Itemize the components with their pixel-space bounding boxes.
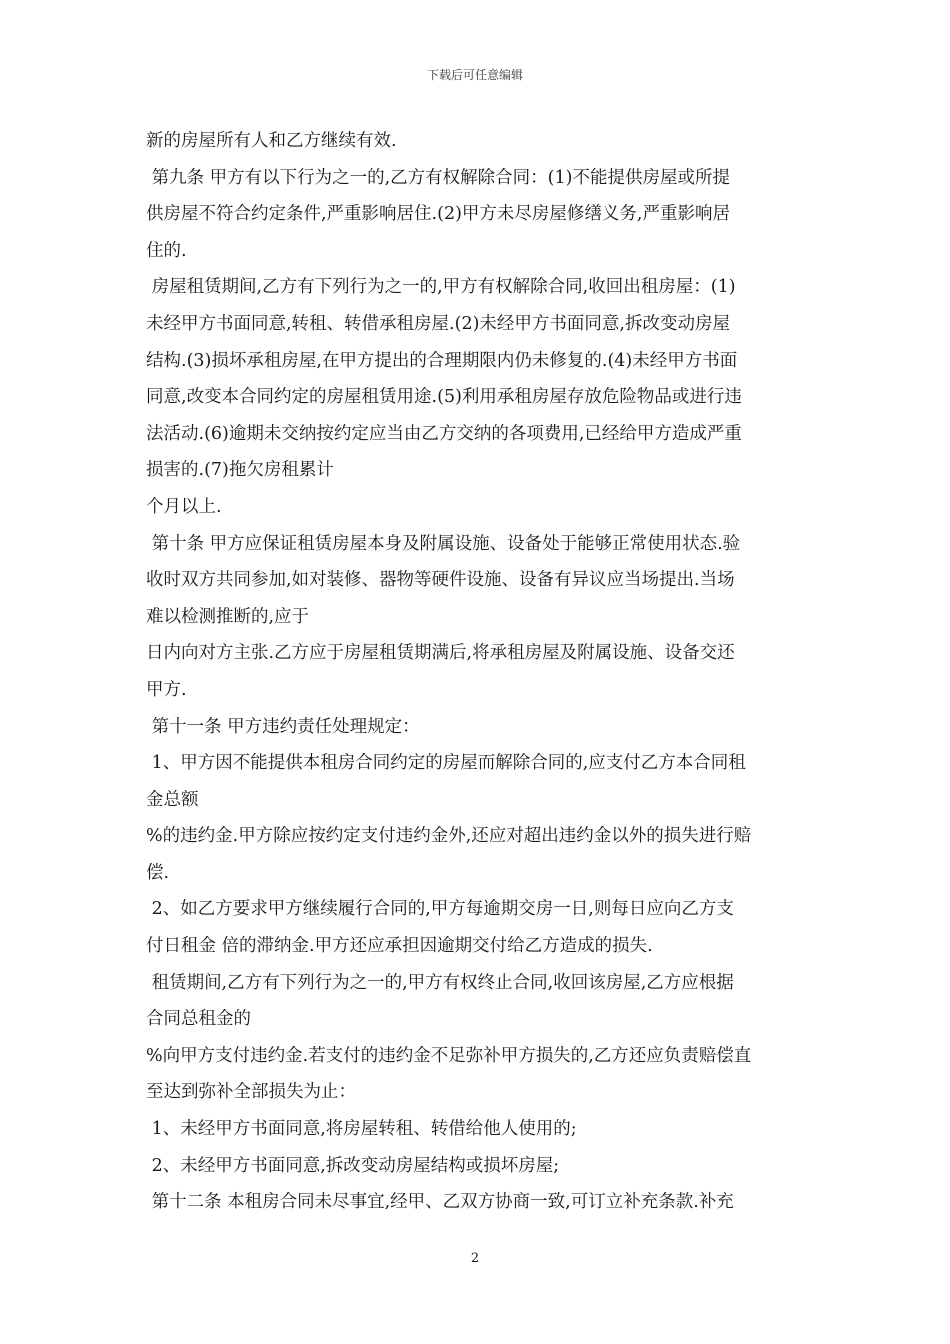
text-line: 第九条 甲方有以下行为之一的,乙方有权解除合同：(1)不能提供房屋或所提 <box>146 167 730 188</box>
text-line: 1、甲方因不能提供本租房合同约定的房屋而解除合同的,应支付乙方本合同租 <box>146 753 746 774</box>
text-line: %的违约金.甲方除应按约定支付违约金外,还应对超出违约金以外的损失进行赔 <box>146 826 752 847</box>
text-line: 甲方. <box>146 679 187 700</box>
text-line: 1、未经甲方书面同意,将房屋转租、转借给他人使用的; <box>146 1119 577 1140</box>
text-line: 个月以上. <box>146 496 222 517</box>
page-number: 2 <box>470 1251 480 1266</box>
text-line: 第十二条 本租房合同未尽事宜,经甲、乙双方协商一致,可订立补充条款.补充 <box>146 1192 734 1213</box>
text-line: 收时双方共同参加,如对装修、器物等硬件设施、设备有异议应当场提出.当场 <box>146 570 735 591</box>
text-line: 租赁期间,乙方有下列行为之一的,甲方有权终止合同,收回该房屋,乙方应根据 <box>146 972 734 993</box>
text-line: 供房屋不符合约定条件,严重影响居住.(2)甲方未尽房屋修缮义务,严重影响居 <box>146 204 730 225</box>
text-line: 至达到弥补全部损失为止： <box>146 1082 356 1103</box>
text-line: 同意,改变本合同约定的房屋租赁用途.(5)利用承租房屋存放危险物品或进行违 <box>146 387 742 408</box>
document-body <box>146 123 808 1221</box>
text-line: 法活动.(6)逾期未交纳按约定应当由乙方交纳的各项费用,已经给甲方造成严重 <box>146 423 742 444</box>
text-line: 新的房屋所有人和乙方继续有效. <box>146 131 397 151</box>
text-line: 日内向对方主张.乙方应于房屋租赁期满后,将承租房屋及附属设施、设备交还 <box>146 643 735 664</box>
text-line: 未经甲方书面同意,转租、转借承租房屋.(2)未经甲方书面同意,拆改变动房屋 <box>146 313 730 334</box>
text-line: 金总额 <box>146 789 199 810</box>
text-line: 结构.(3)损坏承租房屋,在甲方提出的合理期限内仍未修复的.(4)未经甲方书面 <box>146 350 738 371</box>
text-line: 第十条 甲方应保证租赁房屋本身及附属设施、设备处于能够正常使用状态.验 <box>146 533 741 554</box>
text-line: 偿. <box>146 862 170 883</box>
text-line: 合同总租金的 <box>146 1009 251 1030</box>
text-line: 2、未经甲方书面同意,拆改变动房屋结构或损坏房屋; <box>146 1155 560 1176</box>
text-line: 房屋租赁期间,乙方有下列行为之一的,甲方有权解除合同,收回出租房屋：(1) <box>146 277 736 298</box>
text-line: 2、如乙方要求甲方继续履行合同的,甲方每逾期交房一日,则每日应向乙方支 <box>146 899 734 920</box>
text-line: 损害的.(7)拖欠房租累计 <box>146 460 334 481</box>
text-line: %向甲方支付违约金.若支付的违约金不足弥补甲方损失的,乙方还应负责赔偿直 <box>146 1045 752 1066</box>
page-header: 下载后可任意编辑 <box>426 68 523 82</box>
text-line: 难以检测推断的,应于 <box>146 606 310 627</box>
text-line: 第十一条 甲方违约责任处理规定： <box>146 716 420 737</box>
text-line: 住的. <box>146 240 187 261</box>
text-line: 付日租金 倍的滞纳金.甲方还应承担因逾期交付给乙方造成的损失. <box>146 936 653 957</box>
